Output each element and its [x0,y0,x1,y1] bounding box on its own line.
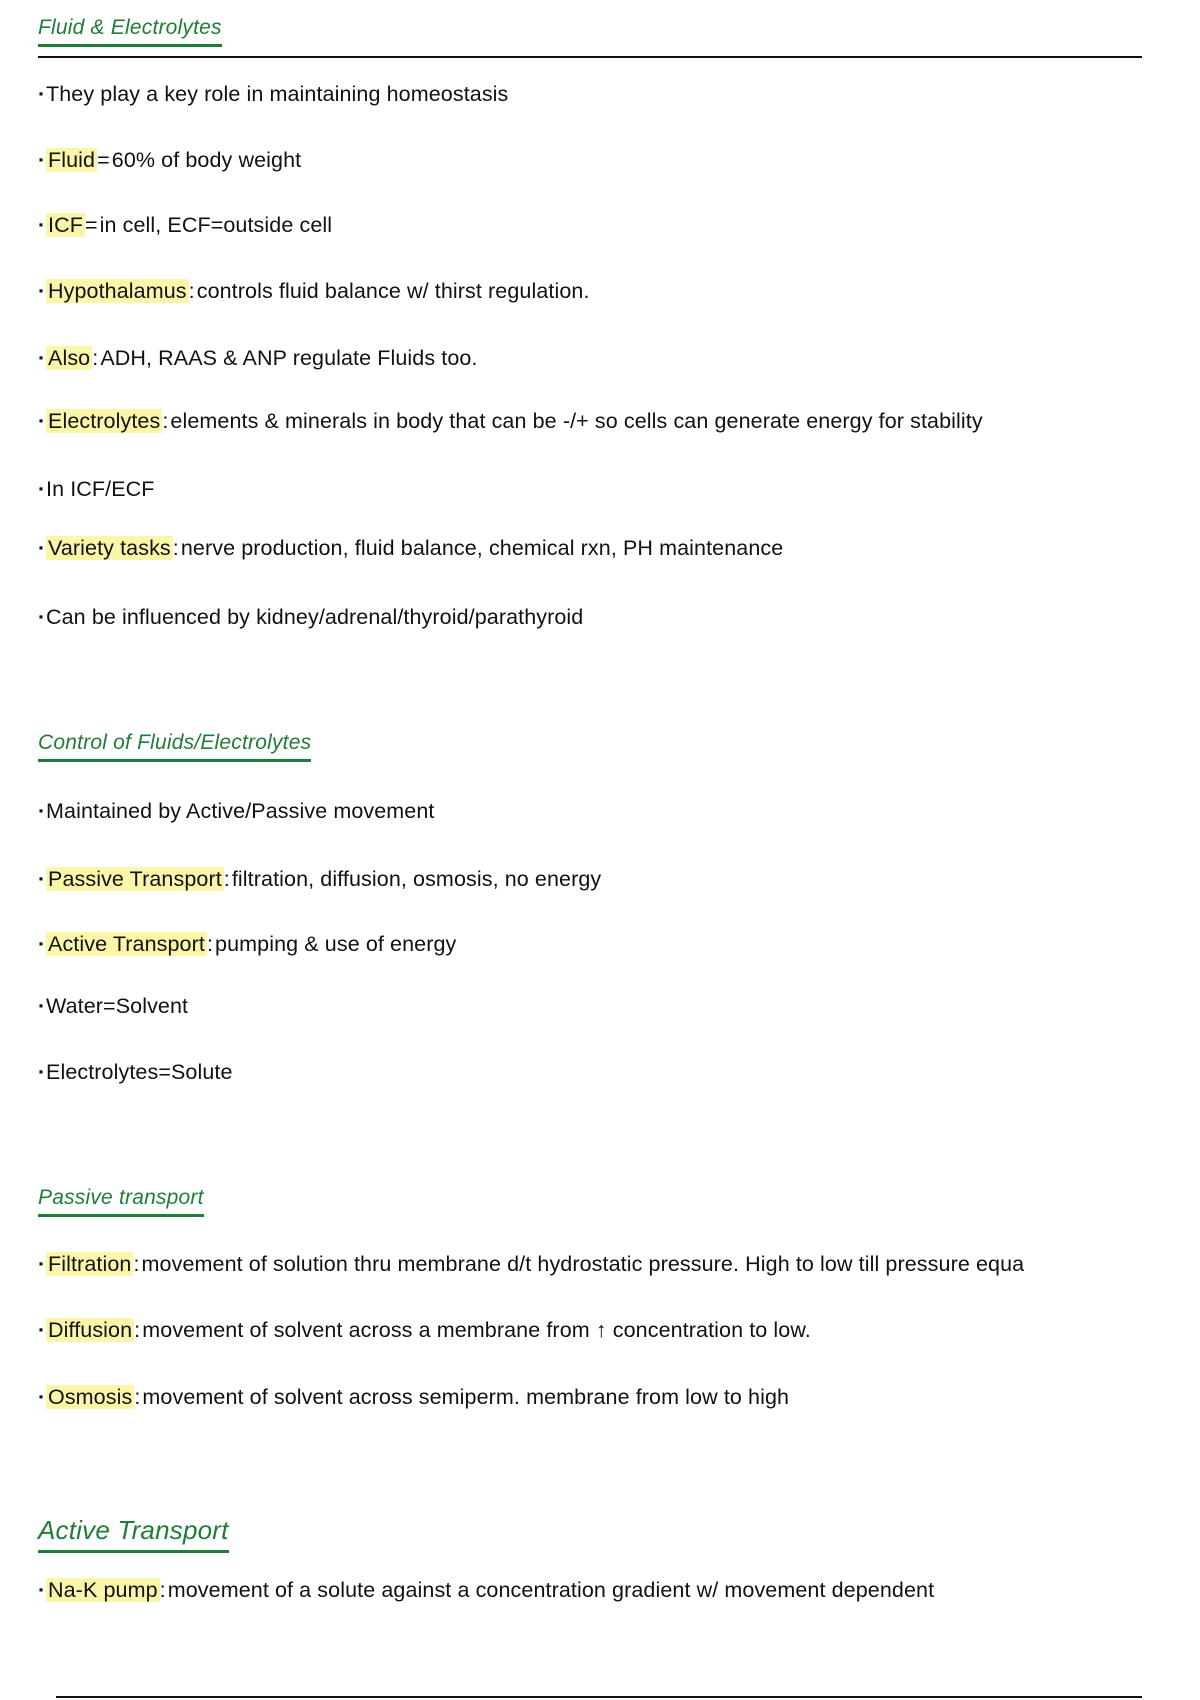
note-text: Electrolytes=Solute [46,1060,233,1084]
note-separator: : [134,1385,141,1409]
note-line: ·Water=Solvent [38,994,189,1018]
note-line: · Na-K pump:movement of a solute against a concentration gradient w/ movement dependent [38,1578,935,1602]
note-text: In ICF/ECF [46,477,155,501]
note-text: movement of solution thru membrane d/t hydrostatic pressure. High to low till pressure equa [141,1252,1025,1276]
section-heading-active-transport: Active Transport [38,1515,229,1553]
note-line: · Also:ADH, RAAS & ANP regulate Fluids too. [38,346,478,370]
note-text: Can be influenced by kidney/adrenal/thyroid/parathyroid [46,605,584,629]
note-text: in cell, ECF=outside cell [99,213,333,237]
note-line: ·They play a key role in maintaining homeostasis [38,82,509,106]
note-line: · Filtration:movement of solution thru membrane d/t hydrostatic pressure. High to low till pressure equa [38,1252,1025,1276]
note-text: movement of a solute against a concentration gradient w/ movement dependent [167,1578,935,1602]
note-text: controls fluid balance w/ thirst regulation. [196,279,590,303]
note-line: · Active Transport:pumping & use of energy [38,932,457,956]
note-text: 60% of body weight [111,148,302,172]
note-separator: : [133,1252,140,1276]
note-term: Hypothalamus [48,279,187,303]
note-line: ·Electrolytes=Solute [38,1060,233,1084]
note-line: · Diffusion:movement of solvent across a membrane from ↑ concentration to low. [38,1318,811,1342]
note-text: movement of solvent across semiperm. membrane from low to high [142,1385,790,1409]
note-line: ·In ICF/ECF [38,477,155,501]
note-text: Water=Solvent [46,994,189,1018]
note-line: · Osmosis:movement of solvent across semiperm. membrane from low to high [38,1385,790,1409]
note-line: · ICF=in cell, ECF=outside cell [38,213,333,237]
note-separator: : [134,1318,141,1342]
note-line: · Fluid=60% of body weight [38,148,302,172]
note-text: filtration, diffusion, osmosis, no energy [231,867,602,891]
note-term: Variety tasks [48,536,171,560]
note-term: Also [48,346,91,370]
section-heading-fluid-electrolytes: Fluid & Electrolytes [38,16,222,47]
bottom-divider [56,1696,1142,1698]
note-line: · Passive Transport:filtration, diffusion, osmosis, no energy [38,867,602,891]
note-text: elements & minerals in body that can be -/+ so cells can generate energy for stability [170,409,983,433]
note-line: · Variety tasks:nerve production, fluid balance, chemical rxn, PH maintenance [38,536,784,560]
note-term: Na-K pump [48,1578,158,1602]
note-separator: = [84,213,98,237]
note-term: Electrolytes [48,409,161,433]
top-divider [38,56,1142,58]
note-line: ·Maintained by Active/Passive movement [38,799,435,823]
note-term: Diffusion [48,1318,133,1342]
note-separator: : [188,279,195,303]
note-separator: : [223,867,230,891]
note-term: Passive Transport [48,867,222,891]
note-text: movement of solvent across a membrane from ↑ concentration to low. [142,1318,811,1342]
note-term: ICF [48,213,83,237]
section-heading-control: Control of Fluids/Electrolytes [38,731,311,762]
note-separator: : [206,932,214,956]
note-text: ADH, RAAS & ANP regulate Fluids too. [100,346,478,370]
note-separator: : [172,536,179,560]
note-line: · Hypothalamus:controls fluid balance w/ thirst regulation. [38,279,590,303]
note-text: nerve production, fluid balance, chemical rxn, PH maintenance [180,536,784,560]
note-term: Filtration [48,1252,132,1276]
note-text: Maintained by Active/Passive movement [46,799,435,823]
note-term: Active Transport [48,932,205,956]
section-heading-passive-transport: Passive transport [38,1186,204,1217]
note-line: ·Can be influenced by kidney/adrenal/thyroid/parathyroid [38,605,584,629]
note-term: Fluid [48,148,96,172]
note-text: They play a key role in maintaining homeostasis [46,82,509,106]
note-separator: : [162,409,169,433]
note-separator: : [92,346,99,370]
note-separator: : [159,1578,166,1602]
note-text: pumping & use of energy [215,932,457,956]
note-line: · Electrolytes:elements & minerals in body that can be -/+ so cells can generate energy for stability [38,409,983,433]
note-term: Osmosis [48,1385,133,1409]
note-separator: = [97,148,110,172]
